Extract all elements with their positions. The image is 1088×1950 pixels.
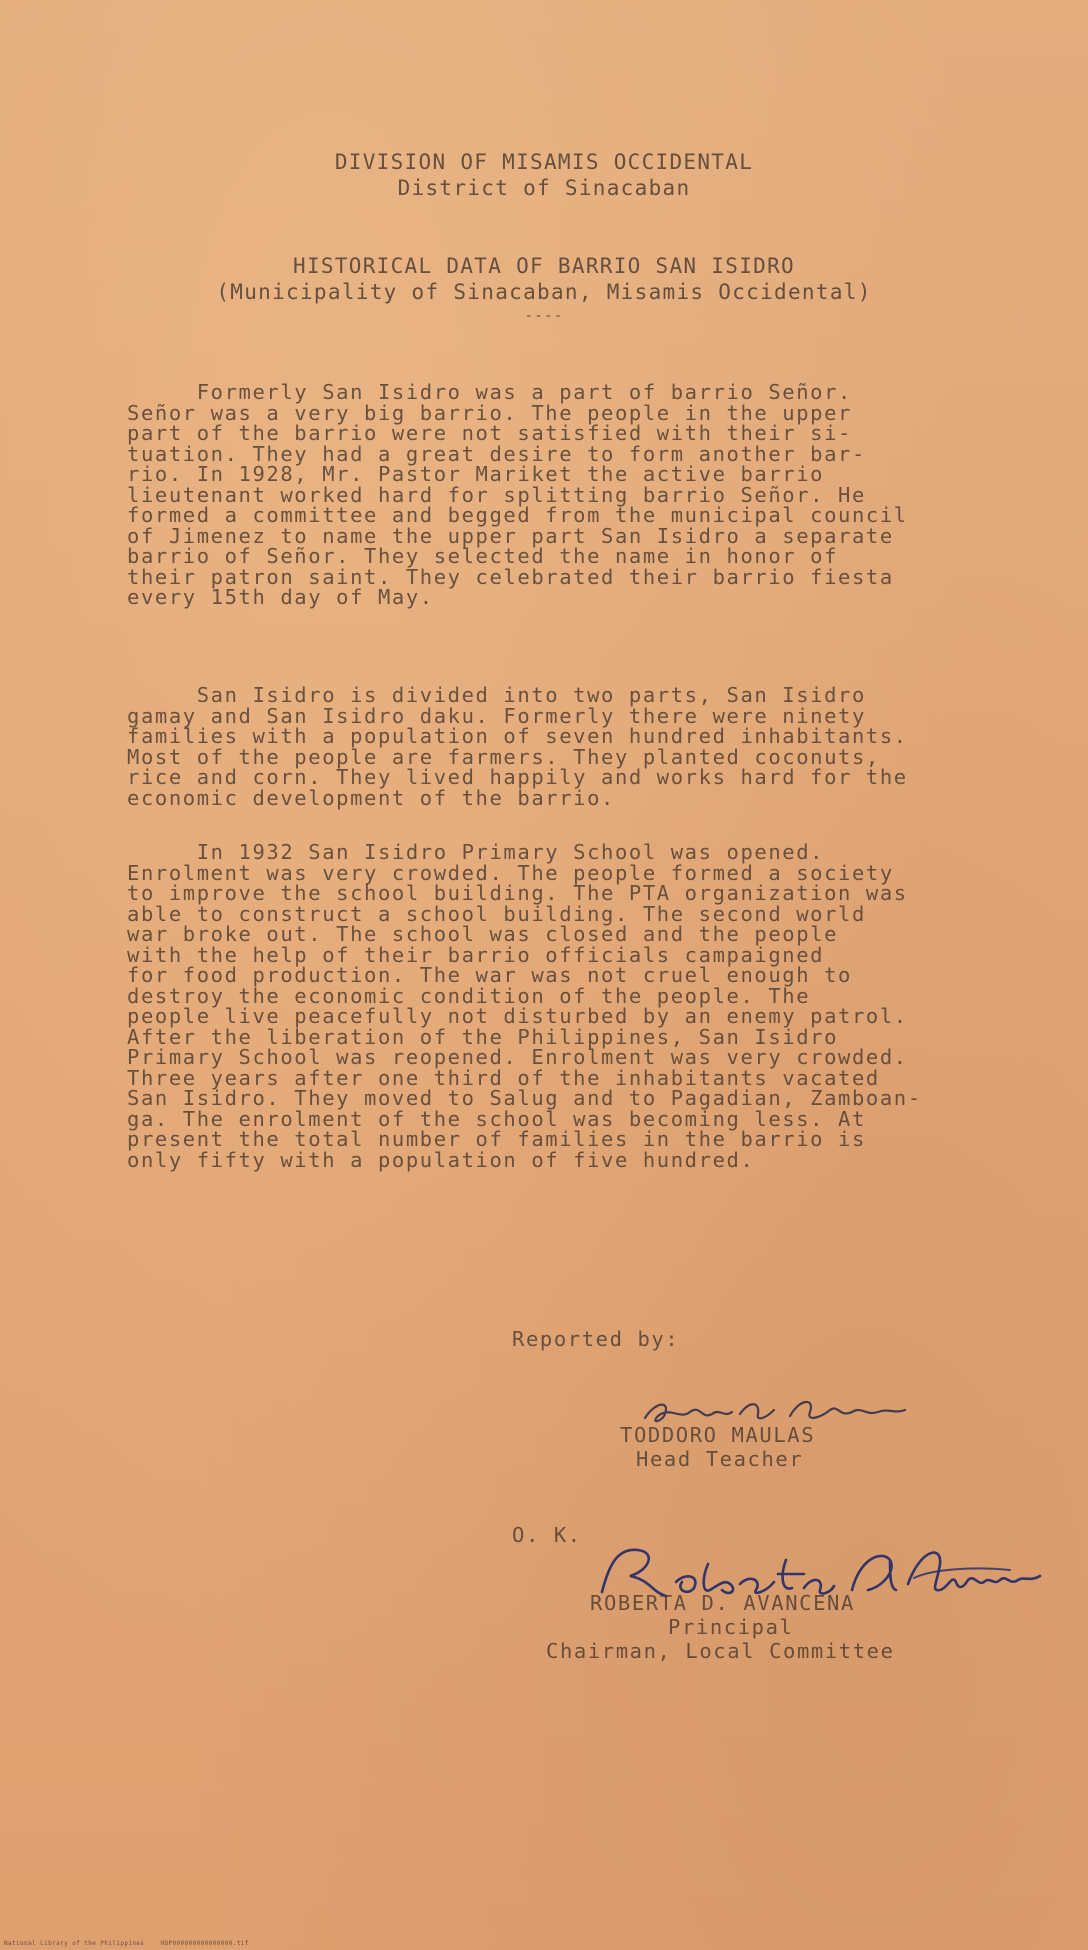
paragraph-line: lieutenant worked hard for splitting barrio Señor. He [127, 482, 866, 507]
paragraph-line: Formerly San Isidro was a part of barrio Señor. [127, 380, 852, 404]
paragraph-line: to improve the school building. The PTA organization was [127, 881, 908, 905]
paragraph-line: Señor was a very big barrio. The people in the upper [127, 400, 852, 425]
paragraph-line: families with a population of seven hundred inhabitants. [127, 724, 908, 748]
paragraph-line: formed a committee and begged from the municipal council [127, 503, 908, 527]
paragraph-line: part of the barrio were not satisfied with their si- [127, 421, 852, 445]
paragraph-line: barrio of Señor. They selected the name in honor of [127, 544, 839, 568]
paragraph-line: Primary School was reopened. Enrolment was very crowded. [127, 1045, 908, 1069]
paragraph-line: present the total number of families in the barrio is [127, 1127, 866, 1151]
paragraph-line: After the liberation of the Philippines, San Isidro [127, 1024, 839, 1049]
paragraph-line: tuation. They had a great desire to form another bar- [127, 441, 866, 466]
paragraph-line: In 1932 San Isidro Primary School was opened. [127, 840, 825, 864]
paragraph-3 [127, 842, 1027, 1170]
paragraph-1 [127, 382, 1027, 608]
reporter-name: TODDORO MAULAS [620, 1423, 816, 1447]
paragraph-line: Three years after one third of the inhabitants vacated [127, 1065, 880, 1090]
paragraph-line: destroy the economic condition of the people. The [127, 983, 811, 1008]
paragraph-line: Most of the people are farmers. They planted coconuts, [127, 744, 880, 769]
paragraph-2 [127, 685, 1027, 808]
paragraph-line: only fifty with a population of five hundred. [127, 1147, 755, 1172]
document-subtitle: (Municipality of Sinacaban, Misamis Occidental) [216, 280, 872, 304]
committee-title: Chairman, Local Committee [546, 1639, 895, 1663]
district-heading: District of Sinacaban [397, 176, 691, 200]
title-rule: ---- [524, 308, 564, 324]
paragraph-line: San Isidro. They moved to Salug and to Pagadian, Zamboan- [127, 1086, 922, 1110]
paragraph-line: San Isidro is divided into two parts, San Isidro [127, 683, 866, 707]
reporter-title: Head Teacher [636, 1447, 804, 1471]
paragraph-line: for food production. The war was not cruel enough to [127, 963, 852, 987]
reported-by-label: Reported by: [512, 1327, 680, 1351]
document-title: HISTORICAL DATA OF BARRIO SAN ISIDRO [293, 254, 795, 278]
paragraph-line: war broke out. The school was closed and the people [127, 922, 839, 946]
paragraph-line: rio. In 1928, Mr. Pastor Mariket the active barrio [127, 462, 825, 486]
paragraph-line: of Jimenez to name the upper part San Isidro a separate [127, 523, 894, 548]
paragraph-line: rice and corn. They lived happily and works hard for the [127, 765, 908, 789]
ok-label: O. K. [512, 1523, 582, 1547]
paragraph-line: Enrolment was very crowded. The people formed a society [127, 860, 894, 885]
paragraph-line: able to construct a school building. The second world [127, 901, 866, 926]
division-heading: DIVISION OF MISAMIS OCCIDENTAL [334, 150, 754, 174]
principal-title: Principal [668, 1615, 794, 1639]
principal-name: ROBERTA D. AVANCENA [590, 1591, 855, 1615]
paragraph-line: with the help of their barrio officials campaigned [127, 942, 825, 967]
paragraph-line: ga. The enrolment of the school was becoming less. At [127, 1106, 866, 1131]
paragraph-line: every 15th day of May. [127, 585, 434, 609]
paragraph-line: people live peacefully not disturbed by an enemy patrol. [127, 1004, 908, 1028]
paragraph-line: gamay and San Isidro daku. Formerly there were ninety [127, 703, 866, 728]
archive-footer: National Library of the Philippines HDP000000000000000.tif [4, 1940, 249, 1947]
paragraph-line: their patron saint. They celebrated their barrio fiesta [127, 564, 894, 589]
paragraph-line: economic development of the barrio. [127, 785, 615, 810]
